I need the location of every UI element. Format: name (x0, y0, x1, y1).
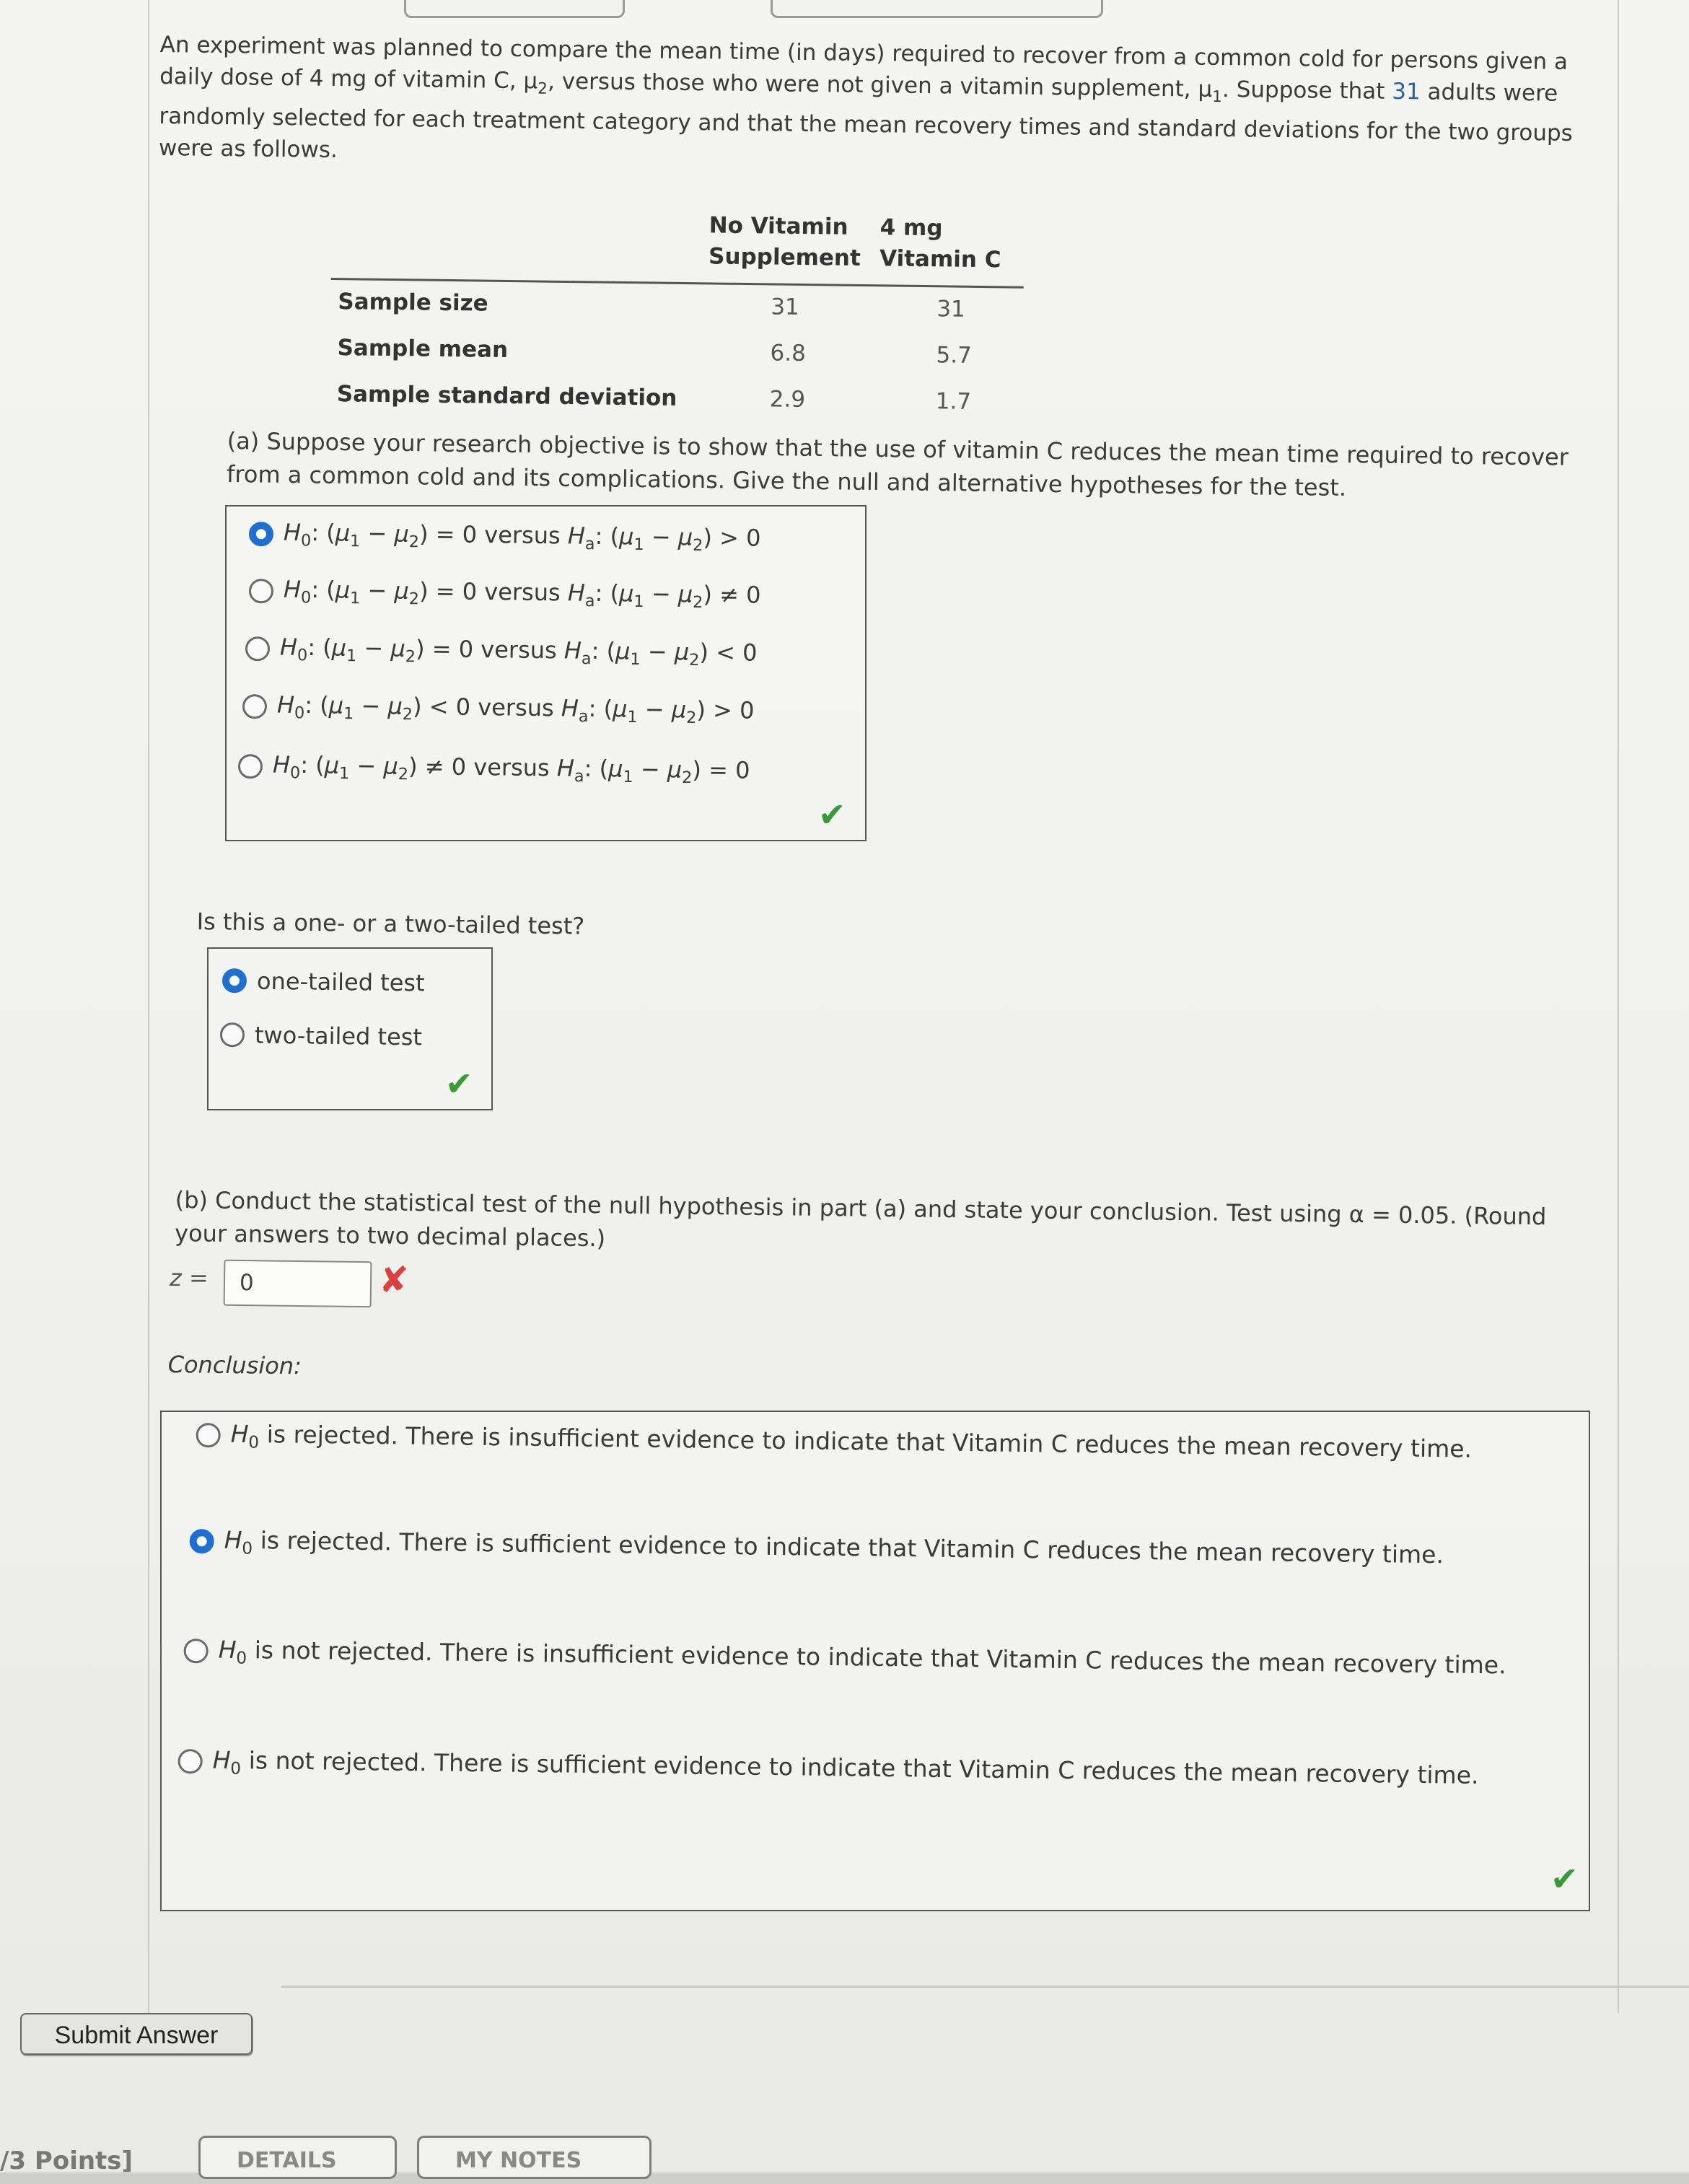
my-notes-tab[interactable]: MY NOTES (417, 2136, 652, 2179)
conclusion-option-4[interactable]: $H_0$ is not rejected. There is sufficient evidence to indicate that Vitamin C reduces the mean recovery time. (177, 1742, 1549, 1802)
table-row (330, 280, 1024, 335)
col1-header-line1: No Vitamin (708, 212, 848, 240)
ha-relation: ≠ 0 (719, 580, 761, 609)
points-label: /3 Points] (0, 2146, 133, 2175)
details-tab[interactable]: DETAILS (198, 2136, 397, 2179)
option-label: two-tailed test (254, 1021, 423, 1051)
conclusion-option-1[interactable]: $H_0$ is rejected. There is insufficient evidence to indicate that Vitamin C reduces the mean recovery time. (196, 1416, 1509, 1475)
summary-table (329, 206, 1025, 427)
radio-icon[interactable] (177, 1748, 202, 1773)
conclusion-option-3[interactable]: $H_0$ is not rejected. There is insufficient evidence to indicate that Vitamin C reduces the mean recovery time. (183, 1632, 1587, 1692)
radio-selected-icon[interactable] (189, 1528, 214, 1553)
h0-relation: < 0 (429, 693, 471, 721)
intro-text-1: An experiment was planned to compare the mean time (in days) required to recover from a common cold for persons given a daily dose of 4 mg of vitamin C, μ (159, 31, 1569, 95)
correct-check-icon: ✔ (1550, 1859, 1579, 1898)
intro-text-3: . Suppose that (1221, 76, 1392, 105)
radio-icon[interactable] (220, 1022, 245, 1047)
h0-relation: = 0 (431, 635, 474, 663)
intro-text-4: adults were randomly selected for each treatment category and that the mean recovery times and standard deviations for the two groups were as follows. (158, 79, 1574, 164)
ha-relation: > 0 (712, 696, 755, 724)
option-label: is not rejected. There is sufficient evidence to indicate that Vitamin C reduces the mean recovery time. (248, 1746, 1479, 1790)
cell-value: 5.7 (936, 342, 973, 369)
cell-value: 31 (771, 294, 799, 320)
hypothesis-option-3[interactable] (245, 633, 758, 670)
ha-relation: > 0 (719, 523, 761, 552)
radio-selected-icon[interactable] (249, 522, 273, 546)
z-input[interactable]: 0 (224, 1260, 372, 1307)
tail-option-one[interactable] (222, 967, 425, 996)
conclusion-option-2[interactable]: $H_0$ is rejected. There is sufficient evidence to indicate that Vitamin C reduces the mean recovery time. (189, 1522, 1503, 1582)
radio-icon[interactable] (238, 754, 263, 779)
cell-value: 1.7 (935, 388, 972, 415)
part-a-question: (a) Suppose your research objective is to show that the use of vitamin C reduces the mean time required to recover from a common cold and its complications. Give the null and alternative hypotheses for the test. (226, 426, 1569, 501)
cell-value: 6.8 (770, 340, 807, 367)
radio-icon[interactable] (245, 636, 270, 661)
correct-check-icon: ✔ (445, 1064, 473, 1103)
radio-icon[interactable] (242, 694, 267, 719)
radio-icon[interactable] (249, 579, 273, 603)
cell-value: 31 (936, 296, 965, 323)
h0-relation: ≠ 0 (424, 753, 467, 781)
table-header (331, 206, 1025, 289)
hypothesis-option-5[interactable] (238, 750, 750, 788)
option-label: is rejected. There is insufficient evidence to indicate that Vitamin C reduces the mean recovery time. (266, 1420, 1473, 1463)
footer-divider (281, 1986, 1689, 1988)
option-label: $H_0$: $(\mu_1 - \mu_2) = 0$ versus $H_a$: $(\mu_1 - \mu_2) > 0$ (283, 518, 761, 556)
cell-value: 2.9 (769, 386, 806, 413)
option-label: $H_0$: $(\mu_1 - \mu_2) = 0$ versus $H_a$: $(\mu_1 - \mu_2) \ne 0$ (283, 575, 761, 613)
col2-header-line1: 4 mg (879, 214, 943, 242)
option-label: $H_0$: $(\mu_1 - \mu_2) \ne 0$ versus $H_a$: $(\mu_1 - \mu_2) = 0$ (272, 750, 750, 788)
ha-relation: < 0 (715, 638, 758, 667)
option-label: is rejected. There is sufficient evidence to indicate that Vitamin C reduces the mean recovery time. (260, 1526, 1444, 1569)
h0-relation: = 0 (435, 520, 478, 548)
tail-option-two[interactable] (220, 1021, 422, 1051)
problem-statement: An experiment was planned to compare the mean time (in days) required to recover from a common cold for persons given a daily dose of 4 mg of vitamin C, $\mu_2$, versus those who were not given a vitamin supplement, $\mu_1$. Suppose that 31 adults were randomly selected for each treatment category and that the mean recovery times and standard deviations for the two groups were as follows. (158, 31, 1574, 164)
hypotheses-answer-box (225, 505, 867, 841)
option-label: one-tailed test (256, 967, 425, 997)
row-label: Sample mean (337, 335, 509, 363)
row-label: Sample standard deviation (336, 381, 677, 411)
radio-selected-icon[interactable] (222, 968, 247, 993)
table-row (330, 326, 1023, 381)
part-b-question: (b) Conduct the statistical test of the null hypothesis in part (a) and state your conclusion. Test using α = 0.05. (Round your answers to two decimal places.) (174, 1185, 1547, 1253)
col2-header (879, 212, 1001, 276)
correct-check-icon: ✔ (818, 795, 846, 834)
option-label: $H_0$: $(\mu_1 - \mu_2) = 0$ versus $H_a$: $(\mu_1 - \mu_2) < 0$ (279, 633, 758, 670)
hypothesis-option-4[interactable] (242, 690, 755, 728)
col1-header (708, 210, 861, 274)
row-label: Sample size (338, 289, 488, 317)
tail-question: Is this a one- or a two-tailed test? (196, 907, 585, 940)
submit-answer-button[interactable]: Submit Answer (20, 2013, 253, 2055)
radio-icon[interactable] (196, 1422, 220, 1447)
option-label: is not rejected. There is insufficient evidence to indicate that Vitamin C reduces the mean recovery time. (254, 1636, 1506, 1680)
n-adults-value: 31 (1392, 78, 1421, 105)
incorrect-x-icon: ✘ (379, 1259, 409, 1301)
option-label: $H_0$: $(\mu_1 - \mu_2) < 0$ versus $H_a$: $(\mu_1 - \mu_2) > 0$ (276, 690, 755, 728)
intro-text-2: , versus those who were not given a vitamin supplement, μ (547, 68, 1213, 102)
z-label: z = (170, 1264, 209, 1291)
table-row (329, 372, 1022, 427)
col2-header-line2: Vitamin C (879, 245, 1001, 273)
hypothesis-option-1[interactable] (249, 518, 761, 556)
ha-relation: = 0 (708, 755, 750, 784)
conclusion-label: Conclusion: (167, 1350, 302, 1380)
hypothesis-option-2[interactable] (249, 575, 761, 613)
col1-header-line2: Supplement (708, 243, 861, 271)
radio-icon[interactable] (183, 1638, 208, 1662)
h0-relation: = 0 (435, 577, 478, 605)
